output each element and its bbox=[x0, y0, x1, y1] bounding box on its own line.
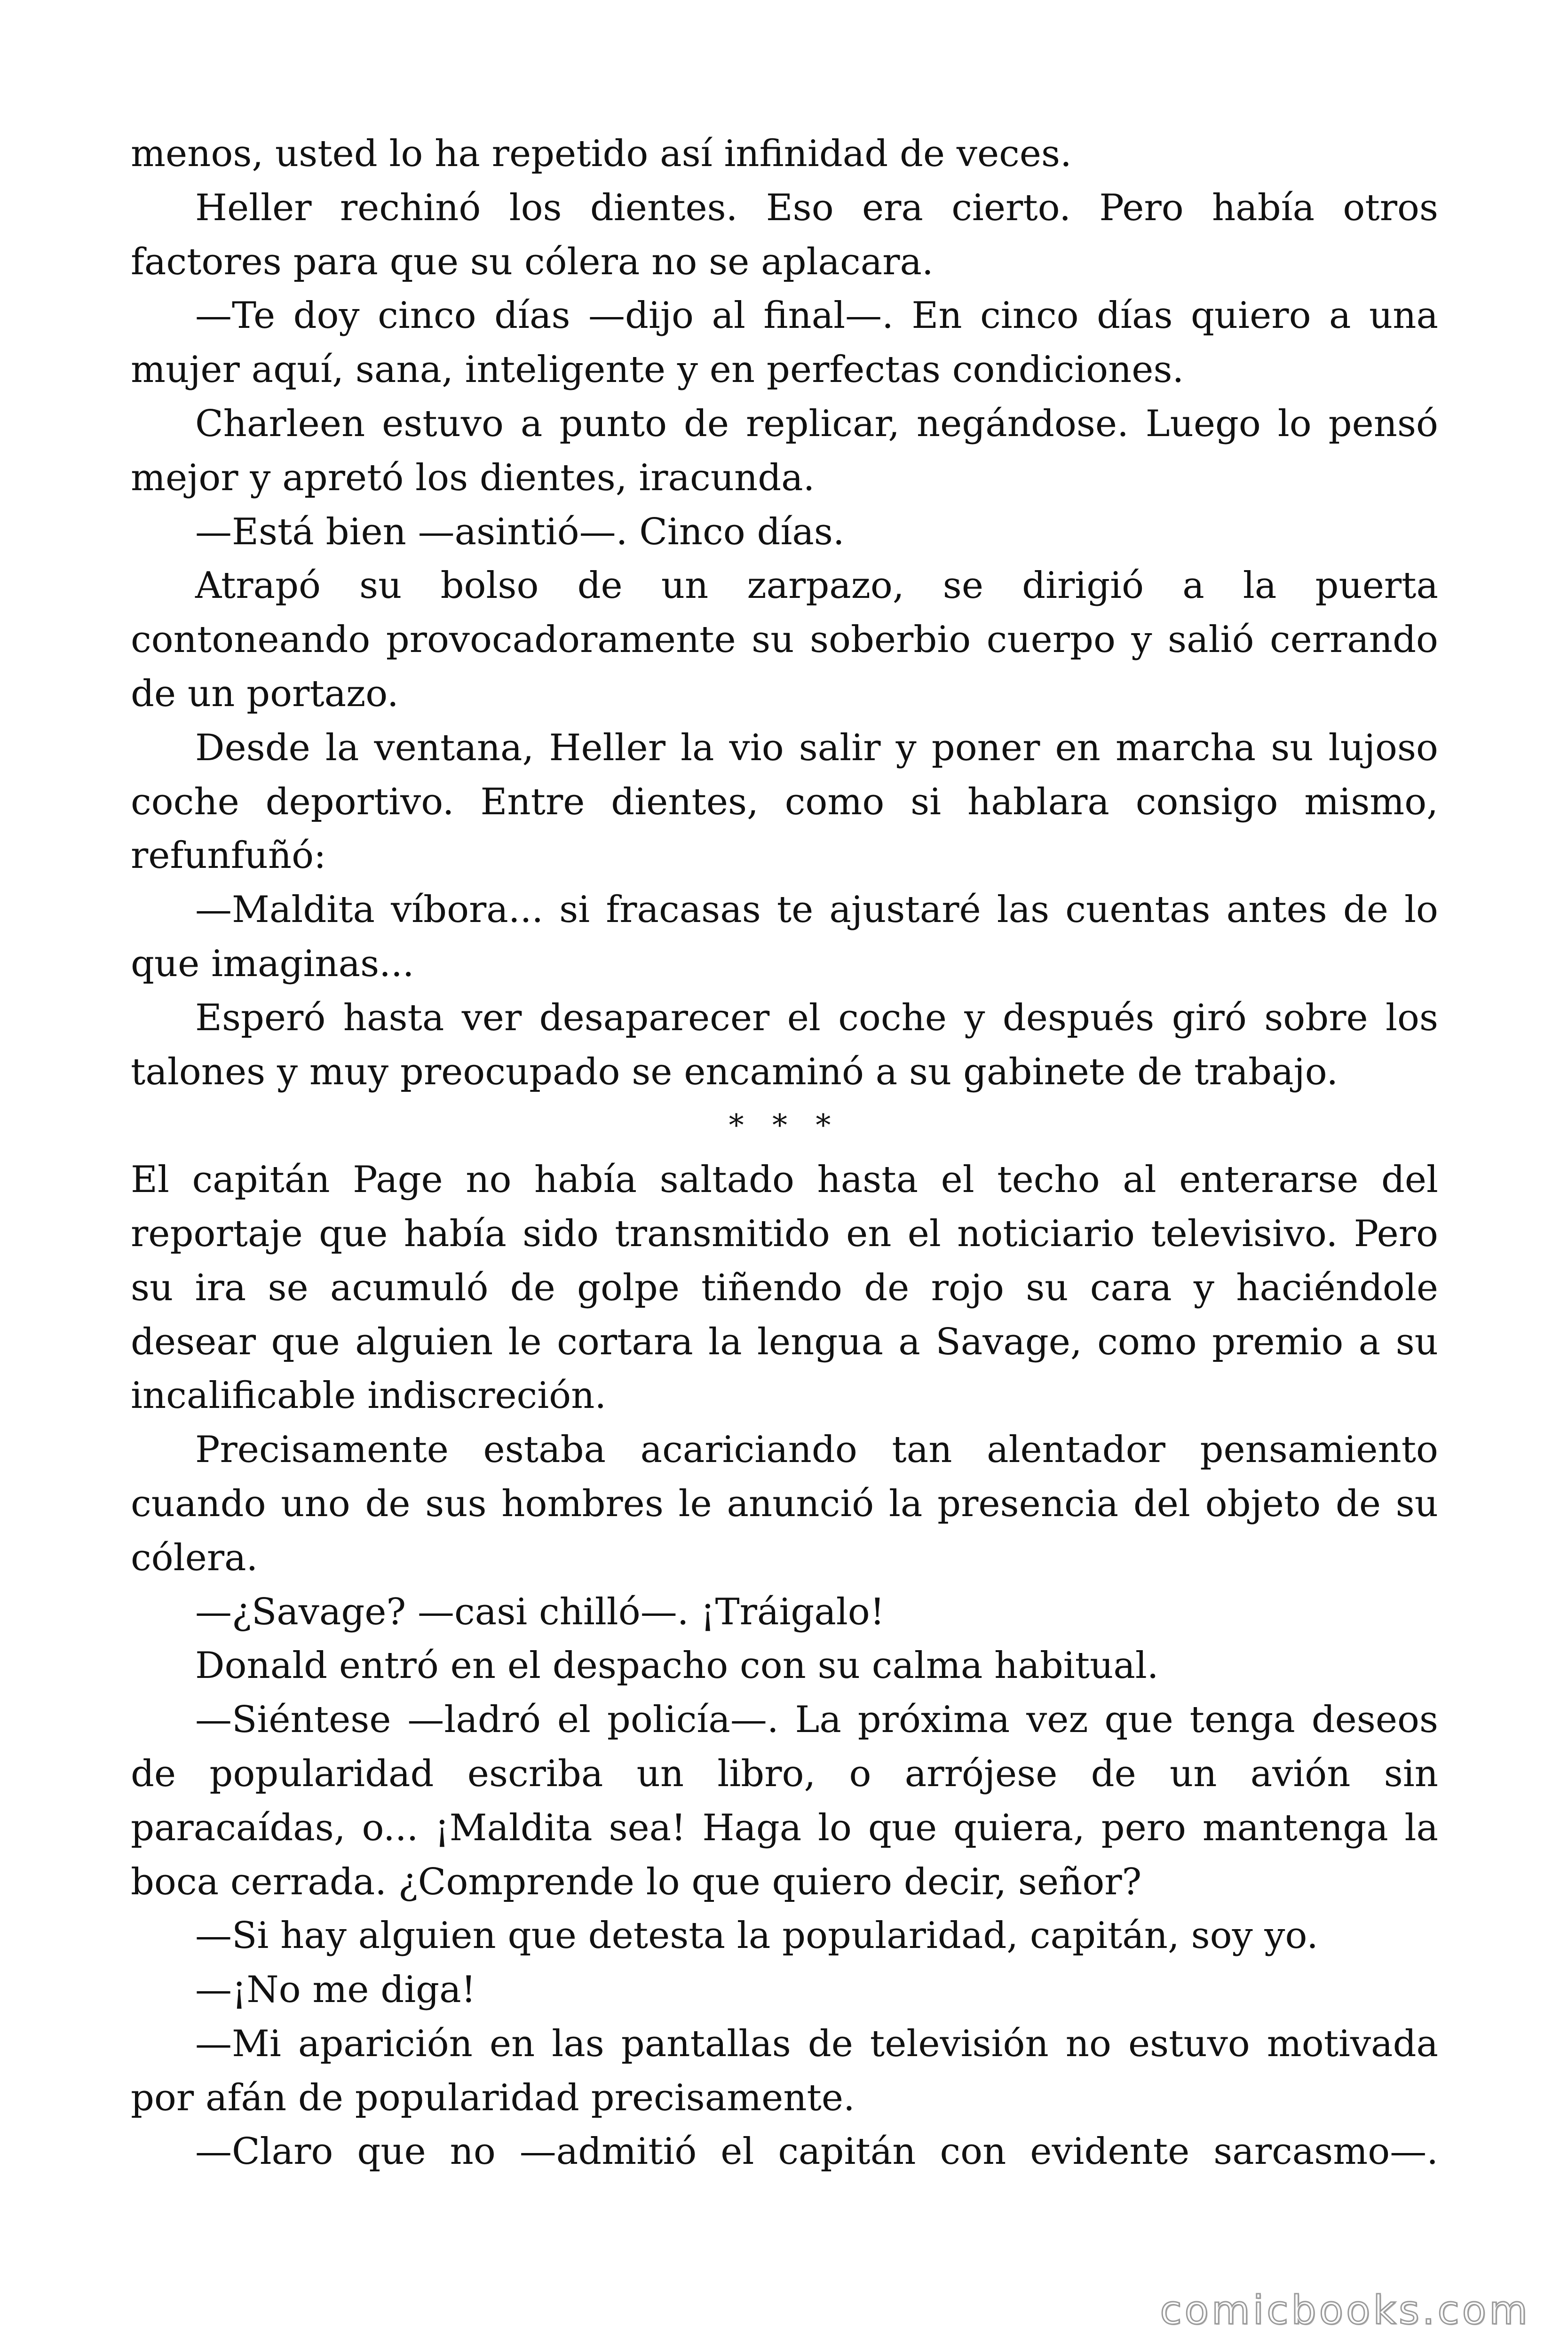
text-line: —Siéntese —ladró el policía—. La próxima vez que tenga deseos bbox=[195, 1699, 1438, 1741]
text-line: reportaje que había sido transmitido en el noticiario televisivo. Pero bbox=[131, 1212, 1438, 1255]
text-line: cólera. bbox=[131, 1536, 258, 1579]
text-line: —Mi aparición en las pantallas de televisión no estuvo motivada bbox=[195, 2022, 1438, 2065]
text-line: de un portazo. bbox=[131, 672, 399, 715]
text-line: —¿Savage? —casi chilló—. ¡Tráigalo! bbox=[195, 1590, 885, 1633]
text-line: menos, usted lo ha repetido así infinidad de veces. bbox=[131, 133, 1072, 175]
text-line: El capitán Page no había saltado hasta el techo al enterarse del bbox=[131, 1159, 1438, 1201]
text-line: talones y muy preocupado se encaminó a su gabinete de trabajo. bbox=[131, 1050, 1338, 1093]
text-line: —Te doy cinco días —dijo al final—. En cinco días quiero a una bbox=[195, 294, 1438, 337]
text-line: contoneando provocadoramente su soberbio cuerpo y salió cerrando bbox=[131, 619, 1438, 661]
text-line: coche deportivo. Entre dientes, como si hablara consigo mismo, bbox=[131, 780, 1438, 823]
text-line: —¡No me diga! bbox=[195, 1969, 476, 2011]
text-line: paracaídas, o... ¡Maldita sea! Haga lo que quiera, pero mantenga la bbox=[131, 1806, 1438, 1849]
text-line: Heller rechinó los dientes. Eso era cierto. Pero había otros bbox=[195, 186, 1438, 229]
text-line: —Está bien —asintió—. Cinco días. bbox=[195, 510, 845, 553]
text-line: mujer aquí, sana, inteligente y en perfectas condiciones. bbox=[131, 349, 1184, 391]
text-line: incalificable indiscreción. bbox=[131, 1375, 607, 1417]
text-line: mejor y apretó los dientes, iracunda. bbox=[131, 456, 815, 499]
text-line: —Si hay alguien que detesta la popularidad, capitán, soy yo. bbox=[195, 1915, 1318, 1957]
watermark-logo: comicbooks.com bbox=[1160, 2287, 1530, 2333]
text-line: su ira se acumuló de golpe tiñendo de rojo su cara y haciéndole bbox=[131, 1266, 1438, 1309]
text-line: desear que alguien le cortara la lengua a Savage, como premio a su bbox=[131, 1320, 1438, 1363]
text-line: Precisamente estaba acariciando tan alentador pensamiento bbox=[195, 1429, 1438, 1471]
text-line: Esperó hasta ver desaparecer el coche y después giró sobre los bbox=[195, 996, 1438, 1039]
text-line: —Claro que no —admitió el capitán con evidente sarcasmo—. bbox=[195, 2130, 1438, 2173]
page-body bbox=[131, 127, 1438, 2179]
text-line: Atrapó su bolso de un zarpazo, se dirigió a la puerta bbox=[195, 564, 1438, 607]
section-separator: * * * bbox=[729, 1108, 840, 1144]
text-line: cuando uno de sus hombres le anunció la presencia del objeto de su bbox=[131, 1482, 1438, 1525]
text-line: Desde la ventana, Heller la vio salir y poner en marcha su lujoso bbox=[195, 726, 1438, 769]
text-line: por afán de popularidad precisamente. bbox=[131, 2076, 855, 2119]
text-line: Charleen estuvo a punto de replicar, negándose. Luego lo pensó bbox=[195, 402, 1438, 445]
text-line: de popularidad escriba un libro, o arrójese de un avión sin bbox=[131, 1752, 1438, 1795]
text-line: que imaginas... bbox=[131, 942, 414, 985]
text-line: factores para que su cólera no se aplacara. bbox=[131, 240, 934, 283]
text-line: refunfuñó: bbox=[131, 834, 326, 877]
text-line: boca cerrada. ¿Comprende lo que quiero decir, señor? bbox=[131, 1860, 1142, 1903]
text-line: Donald entró en el despacho con su calma habitual. bbox=[195, 1645, 1159, 1687]
text-line: —Maldita víbora... si fracasas te ajustaré las cuentas antes de lo bbox=[195, 889, 1438, 931]
